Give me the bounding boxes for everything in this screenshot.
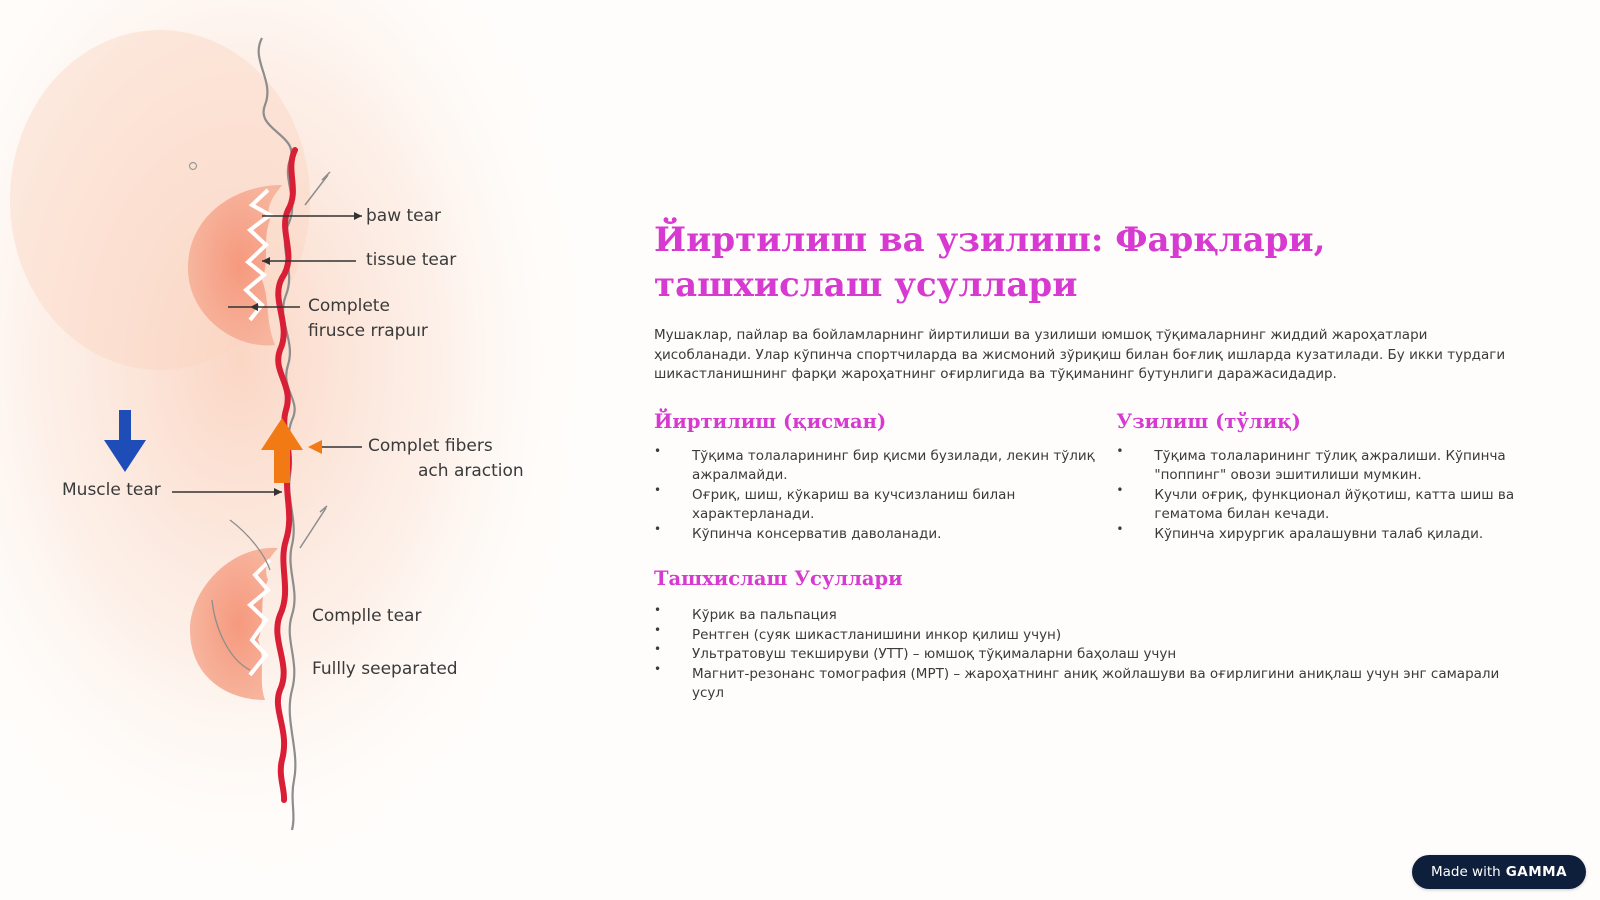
badge-prefix: Made with [1430,864,1501,880]
label-complete: Complete [308,296,390,316]
complete-rupture-section [1116,409,1534,545]
orange-arrow-shaft [274,448,290,483]
label-firusce: firusce rrapuır [308,321,428,341]
intro-paragraph: Мушаклар, пайлар ва бойламларнинг йиртилиши ва узилиши юмшоқ тўқималарнинг жиддий жароҳатлари ҳисобланади. Улар кўпинча спортчиларда ва жисмоний зўриқиш билан боғлиқ ишларда кузатилади. Бу икки турдаги шикастланишнинг фарқи жароҳатнинг оғирлигида ва тўқиманинг бутунлиги даражасидадир. [654,327,1506,382]
partial-tear-section [654,409,1116,545]
diagnosis-section [654,566,1534,704]
label-paw-tear: þaw tear [366,206,442,226]
label-tissue-tear: tissue tear [366,250,457,270]
list-item: • Оғриқ, шиш, кўкариш ва кучсизланиш билан характерланади. [654,486,1116,525]
partial-tear-heading: Йиртилиш (қисман) [654,409,887,433]
label-fullly-separated: Fullly seeparated [312,659,458,679]
comparison-columns [654,409,1534,545]
slide-content [654,218,1534,704]
list-item: • Кўпинча консерватив даволанади. [654,525,1116,545]
list-item: • Кўпинча хирургик аралашувни талаб қилади. [1116,525,1534,545]
list-item: • Тўқима толаларининг тўлиқ ажралиши. Кўпинча "поппинг" овози эшитилиши мумкин. [1116,447,1534,486]
diagnosis-list [654,606,1534,704]
label-complet-fibers: Complet fibers [368,436,493,456]
label-complle-tear: Complle tear [312,606,422,626]
complete-rupture-heading: Узилиш (тўлиқ) [1116,409,1301,433]
list-item: • Магнит-резонанс томография (МРТ) – жароҳатнинг аниқ жойлашуви ва оғирлигини аниқлаш учун энг самарали усул [654,665,1534,704]
diagnosis-heading: Ташхислаш Усуллари [654,567,903,590]
label-ach-araction: ach araction [418,461,524,481]
blue-arrow-shaft [119,410,131,442]
gamma-logo: GAMMA [1505,864,1568,880]
list-item: • Ультратовуш текшируви (УТТ) – юмшоқ тўқималарни баҳолаш учун [654,645,1534,665]
list-item: • Кўрик ва пальпация [654,606,1534,626]
tear-diagram-graphic [0,0,600,900]
list-item: • Рентген (суяк шикастланишини инкор қилиш учун) [654,626,1534,646]
muscle-tear-illustration [0,0,600,900]
partial-tear-list [654,447,1116,545]
list-item: • Тўқима толаларининг бир қисми бузилади, лекин тўлиқ ажралмайди. [654,447,1116,486]
page-title: Йиртилиш ва узилиш: Фарқлари, ташхислаш усуллари [654,220,1326,305]
made-with-gamma-badge[interactable] [1412,855,1586,889]
label-muscle-tear: Muscle tear [62,480,161,500]
list-item: • Кучли оғриқ, функционал йўқотиш, катта шиш ва гематома билан кечади. [1116,486,1534,525]
complete-rupture-list [1116,447,1534,545]
